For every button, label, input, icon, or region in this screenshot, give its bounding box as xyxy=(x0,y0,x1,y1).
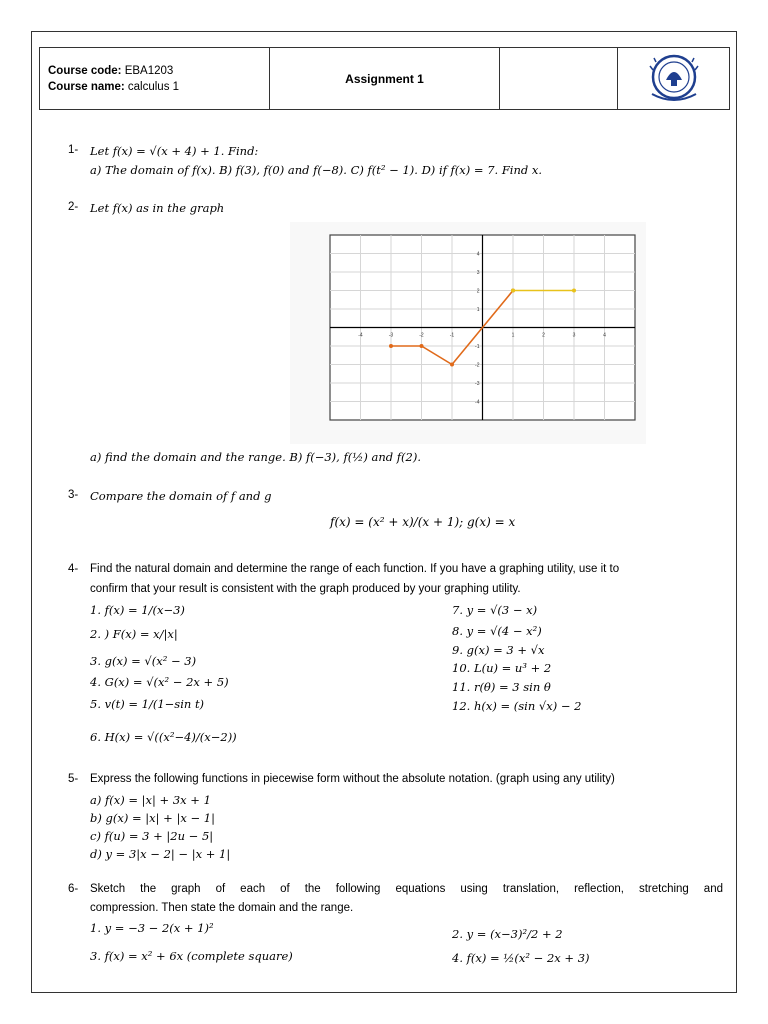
x-tick-label: -3 xyxy=(388,332,394,339)
q2-number: 2- xyxy=(68,201,79,213)
q4-number: 4- xyxy=(68,563,79,575)
course-name-line: Course name: calculus 1 xyxy=(48,80,180,93)
q4-item-12: 12. h(x) = (sin √x) − 2 xyxy=(452,699,582,713)
x-tick-label: -1 xyxy=(449,332,455,339)
q4-item-4: 4. G(x) = √(x² − 2x + 5) xyxy=(90,675,229,689)
y-tick-label: -2 xyxy=(475,362,480,369)
course-info-cell xyxy=(40,48,270,109)
y-tick-label: -3 xyxy=(475,381,480,387)
q5-item-d: d) y = 3|x − 2| − |x + 1| xyxy=(90,847,231,861)
q3-lead: Compare the domain of f and g xyxy=(90,489,272,503)
q4-item-7: 7. y = √(3 − x) xyxy=(452,603,538,617)
series-point xyxy=(389,344,393,348)
q4-item-11: 11. r(θ) = 3 sin θ xyxy=(452,680,551,694)
y-tick-label: -1 xyxy=(475,344,480,350)
q6-item-2: 2. y = (x−3)²/2 + 2 xyxy=(452,927,563,941)
q4-lead-1: Find the natural domain and determine the range of each function. If you have a graphing utility, use it to xyxy=(90,563,620,575)
x-tick-label: -2 xyxy=(419,332,424,339)
q6-lead-2: compression. Then state the domain and the range. xyxy=(90,902,354,914)
x-tick-label: 4 xyxy=(603,332,606,339)
q6-number: 6- xyxy=(68,883,79,895)
y-tick-label: 1 xyxy=(476,307,480,313)
q3-number: 3- xyxy=(68,489,79,501)
q4-item-8: 8. y = √(4 − x²) xyxy=(452,624,542,638)
q5-number: 5- xyxy=(68,773,79,785)
q6-item-4: 4. f(x) = ½(x² − 2x + 3) xyxy=(452,951,590,965)
university-logo xyxy=(618,48,729,109)
y-tick-label: 3 xyxy=(476,270,480,276)
function-graph xyxy=(290,222,646,444)
x-tick-label: 1 xyxy=(511,332,515,339)
q5-item-c: c) f(u) = 3 + |2u − 5| xyxy=(90,829,214,843)
q1-lead: Let f(x) = √(x + 4) + 1. Find: xyxy=(90,144,259,158)
q3-formula: f(x) = (x² + x)/(x + 1); g(x) = x xyxy=(330,515,516,529)
q4-item-3: 3. g(x) = √(x² − 3) xyxy=(90,654,197,668)
series-point xyxy=(572,289,576,293)
assignment-title: Assignment 1 xyxy=(270,48,500,109)
series-point xyxy=(420,344,424,348)
q6-item-1: 1. y = −3 − 2(x + 1)² xyxy=(90,921,214,935)
q4-item-5: 5. v(t) = 1/(1−sin t) xyxy=(90,697,205,711)
q4-lead-2: confirm that your result is consistent with the graph produced by your graphing utility. xyxy=(90,583,521,595)
x-tick-label: 2 xyxy=(542,332,545,339)
y-tick-label: 4 xyxy=(476,251,480,258)
x-tick-label: -4 xyxy=(358,332,363,339)
q4-item-9: 9. g(x) = 3 + √x xyxy=(452,643,545,657)
q4-item-2: 2. ) F(x) = x/|x| xyxy=(90,627,178,641)
q4-item-1: 1. f(x) = 1/(x−3) xyxy=(90,603,185,617)
q4-item-6: 6. H(x) = √((x²−4)/(x−2)) xyxy=(90,730,237,744)
y-tick-label: 2 xyxy=(476,288,480,295)
q5-item-b: b) g(x) = |x| + |x − 1| xyxy=(90,811,215,825)
q4-item-10: 10. L(u) = u³ + 2 xyxy=(452,661,552,675)
course-code-line: Course code: EBA1203 xyxy=(48,64,174,77)
x-tick-label: 3 xyxy=(572,332,576,339)
q5-item-a: a) f(x) = |x| + 3x + 1 xyxy=(90,793,211,807)
series-point xyxy=(511,289,515,293)
q5-lead: Express the following functions in piecewise form without the absolute notation. (graph using any utility) xyxy=(90,773,615,785)
series-point xyxy=(450,363,454,367)
header-table xyxy=(39,47,730,110)
q2-part-a: a) find the domain and the range. B) f(−3), f(½) and f(2). xyxy=(90,450,421,464)
y-tick-label: -4 xyxy=(475,399,480,406)
q2-lead: Let f(x) as in the graph xyxy=(90,201,225,215)
function-graph-area xyxy=(290,222,646,444)
empty-header-cell xyxy=(500,48,618,109)
q1-number: 1- xyxy=(68,144,79,156)
q6-item-3: 3. f(x) = x² + 6x (complete square) xyxy=(90,949,293,963)
q6-lead-1: Sketch the graph of each of the following equations using translation, reflection, stretching and xyxy=(90,883,723,895)
q1-part-a: a) The domain of f(x). B) f(3), f(0) and f(−8). C) f(t² − 1). D) if f(x) = 7. Find x. xyxy=(90,163,543,177)
